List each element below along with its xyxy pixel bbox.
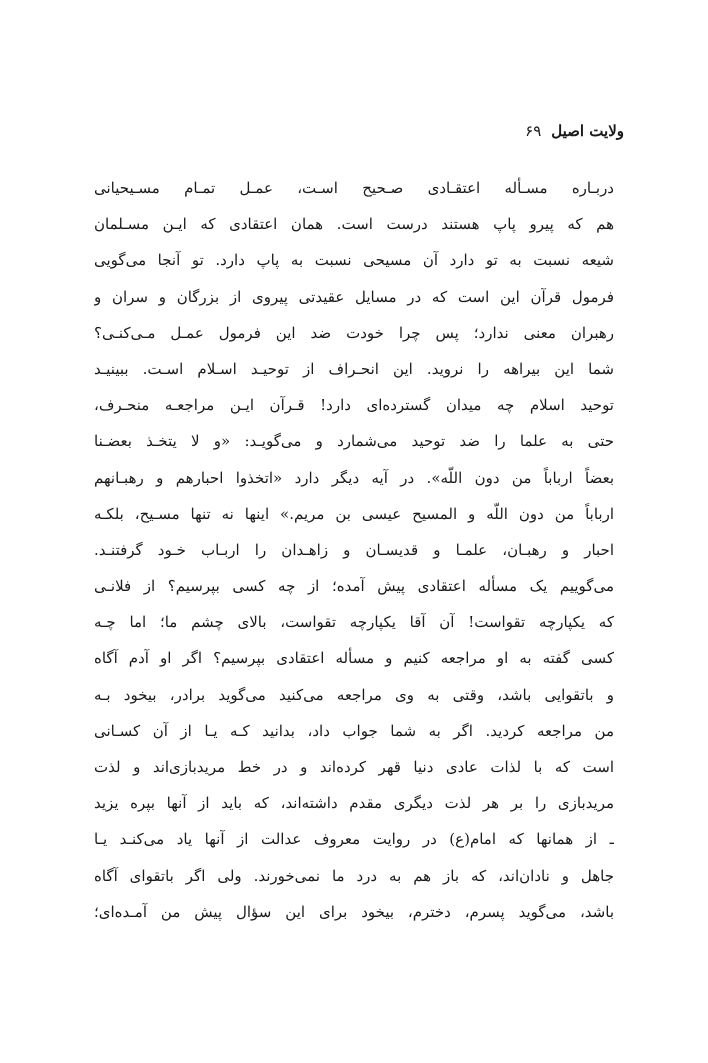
- text-line: بعضاً ارباباً من دون اللّه». در آیه دیگر دارد «اتخذوا احبارهم و رهبـانهم: [94, 468, 614, 487]
- text-line: شیعه نسبت به تو دارد آن مسیحی نسبت به پاپ دارد. تو آنجا می‌گویی: [94, 251, 614, 270]
- text-line: شما این بیراهه را نروید. این انحـراف از توحیـد اسـلام اسـت. ببینیـد: [94, 359, 614, 378]
- text-line: است که با لذات عادی دنیا قهر کرده‌اند و در خط مریدبازی‌اند و لذت: [94, 758, 614, 776]
- text-line: مریدبازی را بر هر لذت دیگری مقدم داشته‌اند، که باید از آنها بپره یزید: [94, 794, 614, 813]
- text-line: حتی به علما را ضد توحید می‌شمارد و می‌گویـد: «و لا یتخـذ بعضـنا: [94, 432, 614, 451]
- text-line: ـ از همانها که امام(ع) در روایت معروف عدالت از آنها یاد می‌کنـد یـا: [94, 830, 614, 849]
- running-header: [525, 118, 624, 144]
- text-line: توحید اسلام چه میدان گسترده‌ای دارد! قـرآن ایـن مراجعـه منحـرف،: [94, 396, 614, 415]
- text-line: جاهل و نادان‌اند، که باز هم به درد ما نمی‌خورند. ولی اگر باتقوای آگاه: [94, 866, 614, 885]
- text-line: که یکپارچه تقواست! آن آقا یکپارچه تقواست، بالای چشم ما؛ اما چـه: [94, 613, 614, 632]
- text-line: باشد، می‌گوید پسرم، دخترم، بیخود برای این سؤال پیش من آمـده‌ای؛: [94, 902, 614, 921]
- text-line: فرمول قرآن این است که در مسایل عقیدتی پیروی از بزرگان و سران و: [94, 287, 614, 306]
- text-line: احبار و رهبـان، علمـا و قدیسـان و زاهـدان را اربـاب خـود گرفتنـد.: [94, 540, 614, 559]
- page-number: ۶۹: [525, 122, 542, 140]
- text-line: من مراجعه کردید. اگر به شما جواب داد، بدانید کـه یـا از آن کسـانی: [94, 721, 614, 740]
- text-line: کسی گفته به او مراجعه کنیم و مسأله اعتقادی بپرسیم؟ اگر او آدم آگاه: [94, 649, 614, 668]
- text-line: هم که پیرو پاپ هستند درست است. همان اعتقادی که ایـن مسـلمان: [94, 215, 614, 234]
- body-text: [94, 170, 614, 930]
- text-line: رهبران معنی ندارد؛ پس چرا خودت ضد این فرمول عمـل مـی‌کنـی؟: [94, 323, 614, 342]
- text-line: دربـاره مسـأله اعتقـادی صـحیح اسـت، عمـل تمـام مسـیحیانی: [94, 179, 614, 197]
- text-line: ارباباً من دون اللّه و المسیح عیسی بن مریم.» اینها نه تنها مسـیح، بلکـه: [94, 504, 614, 523]
- running-title: ولایت اصیل: [551, 122, 624, 140]
- text-line: و باتقوایی باشد، وقتی به وی مراجعه می‌کنید می‌گوید برادر، بیخود بـه: [94, 685, 614, 704]
- text-line: می‌گوییم یک مسأله اعتقادی پیش آمده؛ از چه کسی بپرسیم؟ از فلانـی: [94, 577, 614, 596]
